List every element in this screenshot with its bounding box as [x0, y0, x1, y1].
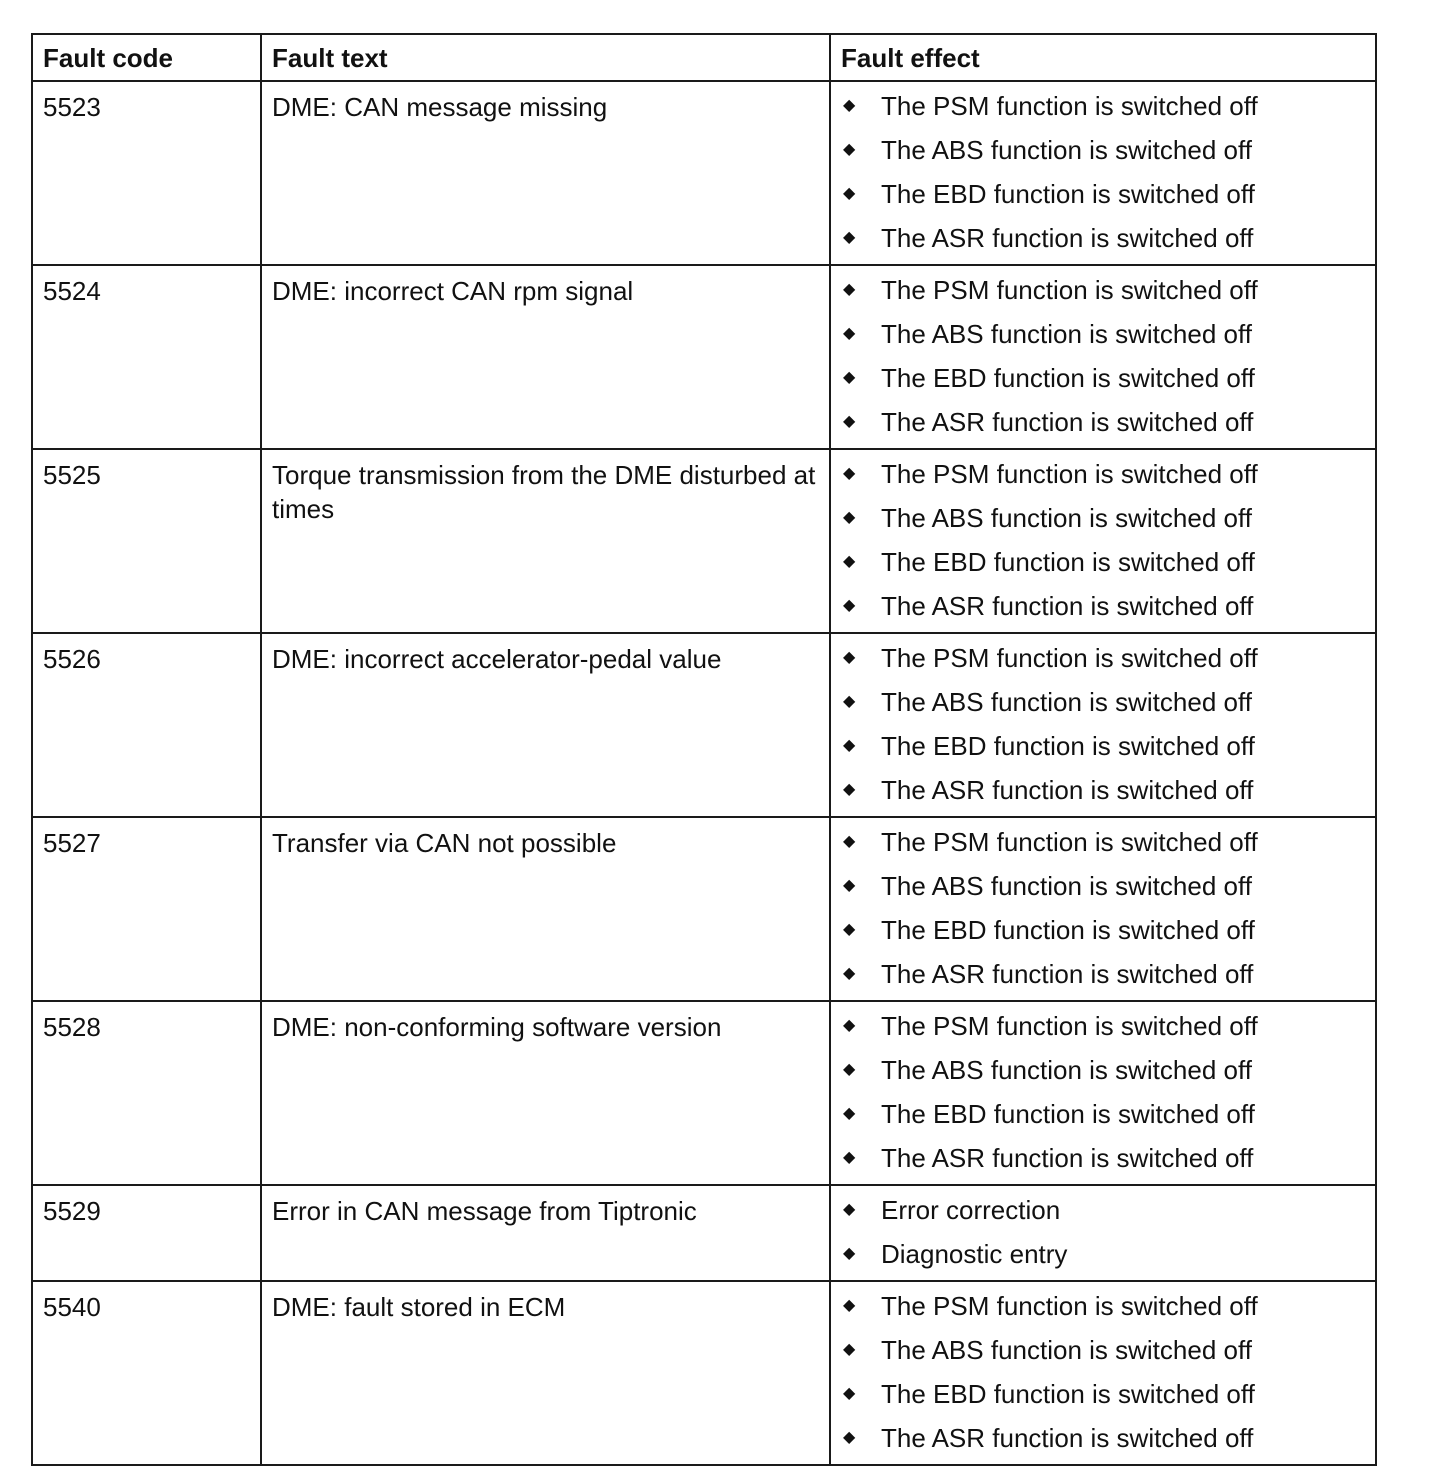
fault-code-cell: 5528	[32, 1001, 261, 1185]
fault-effect-text: The EBD function is switched off	[881, 915, 1255, 945]
fault-effect-text: Error correction	[881, 1195, 1061, 1225]
diamond-bullet-icon: ◆	[843, 281, 856, 299]
fault-effect-text: The PSM function is switched off	[881, 91, 1258, 121]
fault-text-cell: Error in CAN message from Tiptronic	[261, 1185, 830, 1281]
fault-effect-text: The EBD function is switched off	[881, 547, 1255, 577]
diamond-bullet-icon: ◆	[843, 185, 856, 203]
fault-code-cell: 5529	[32, 1185, 261, 1281]
diamond-bullet-icon: ◆	[843, 553, 856, 571]
diamond-bullet-icon: ◆	[843, 325, 856, 343]
diamond-bullet-icon: ◆	[843, 1149, 856, 1167]
fault-code-cell: 5524	[32, 265, 261, 449]
fault-effect-list	[831, 818, 1375, 1000]
diamond-bullet-icon: ◆	[843, 737, 856, 755]
fault-effect-cell	[830, 1281, 1376, 1465]
fault-effect-text: The ABS function is switched off	[881, 687, 1252, 717]
diamond-bullet-icon: ◆	[843, 781, 856, 799]
fault-effect-text: The PSM function is switched off	[881, 643, 1258, 673]
fault-effect-text: The PSM function is switched off	[881, 1291, 1258, 1321]
fault-effect-text: The PSM function is switched off	[881, 1011, 1258, 1041]
header-fault-effect: Fault effect	[830, 34, 1376, 81]
list-item	[843, 1052, 1375, 1096]
fault-text-cell: DME: incorrect accelerator-pedal value	[261, 633, 830, 817]
list-item	[843, 728, 1375, 772]
fault-text-cell: Transfer via CAN not possible	[261, 817, 830, 1001]
fault-effect-text: The ASR function is switched off	[881, 223, 1254, 253]
table-row	[32, 817, 1376, 1001]
diamond-bullet-icon: ◆	[843, 1385, 856, 1403]
fault-effect-text: The ASR function is switched off	[881, 775, 1254, 805]
fault-effect-list	[831, 1186, 1375, 1280]
fault-effect-text: The ASR function is switched off	[881, 407, 1254, 437]
list-item	[843, 684, 1375, 728]
fault-code-table	[31, 33, 1377, 1466]
fault-effect-list	[831, 1002, 1375, 1184]
fault-effect-list	[831, 82, 1375, 264]
fault-effect-text: The ASR function is switched off	[881, 959, 1254, 989]
fault-effect-text: The EBD function is switched off	[881, 363, 1255, 393]
list-item	[843, 868, 1375, 912]
diamond-bullet-icon: ◆	[843, 965, 856, 983]
diamond-bullet-icon: ◆	[843, 1105, 856, 1123]
list-item	[843, 912, 1375, 956]
list-item	[843, 220, 1375, 264]
fault-code-cell: 5525	[32, 449, 261, 633]
table-row	[32, 633, 1376, 817]
table-row	[32, 1001, 1376, 1185]
fault-effect-text: The ABS function is switched off	[881, 319, 1252, 349]
diamond-bullet-icon: ◆	[843, 877, 856, 895]
diamond-bullet-icon: ◆	[843, 465, 856, 483]
fault-text-cell: Torque transmission from the DME disturbed at times	[261, 449, 830, 633]
fault-text-cell: DME: CAN message missing	[261, 81, 830, 265]
diamond-bullet-icon: ◆	[843, 693, 856, 711]
fault-effect-list	[831, 1282, 1375, 1464]
diamond-bullet-icon: ◆	[843, 1017, 856, 1035]
diamond-bullet-icon: ◆	[843, 1429, 856, 1447]
table-row	[32, 81, 1376, 265]
table-row	[32, 265, 1376, 449]
table-header-row	[32, 34, 1376, 81]
fault-effect-text: The EBD function is switched off	[881, 179, 1255, 209]
fault-effect-text: The ASR function is switched off	[881, 1423, 1254, 1453]
table-row	[32, 449, 1376, 633]
fault-effect-cell	[830, 1185, 1376, 1281]
list-item	[843, 640, 1375, 684]
fault-effect-text: The ABS function is switched off	[881, 1335, 1252, 1365]
fault-effect-cell	[830, 81, 1376, 265]
fault-effect-text: The PSM function is switched off	[881, 459, 1258, 489]
list-item	[843, 404, 1375, 448]
fault-effect-text: The EBD function is switched off	[881, 731, 1255, 761]
list-item	[843, 1332, 1375, 1376]
diamond-bullet-icon: ◆	[843, 1245, 856, 1263]
diamond-bullet-icon: ◆	[843, 509, 856, 527]
diamond-bullet-icon: ◆	[843, 1061, 856, 1079]
list-item	[843, 88, 1375, 132]
table-row	[32, 1185, 1376, 1281]
list-item	[843, 360, 1375, 404]
fault-effect-cell	[830, 1001, 1376, 1185]
fault-effect-list	[831, 634, 1375, 816]
list-item	[843, 272, 1375, 316]
fault-effect-text: The ABS function is switched off	[881, 503, 1252, 533]
list-item	[843, 1236, 1375, 1280]
list-item	[843, 544, 1375, 588]
fault-effect-text: The EBD function is switched off	[881, 1099, 1255, 1129]
fault-effect-text: The ABS function is switched off	[881, 135, 1252, 165]
fault-effect-cell	[830, 265, 1376, 449]
fault-code-cell: 5540	[32, 1281, 261, 1465]
header-fault-code: Fault code	[32, 34, 261, 81]
fault-code-cell: 5527	[32, 817, 261, 1001]
fault-effect-cell	[830, 817, 1376, 1001]
list-item	[843, 1192, 1375, 1236]
fault-effect-text: The PSM function is switched off	[881, 827, 1258, 857]
fault-effect-text: The ABS function is switched off	[881, 1055, 1252, 1085]
list-item	[843, 1420, 1375, 1464]
header-fault-text: Fault text	[261, 34, 830, 81]
list-item	[843, 956, 1375, 1000]
list-item	[843, 1376, 1375, 1420]
fault-effect-text: The ABS function is switched off	[881, 871, 1252, 901]
diamond-bullet-icon: ◆	[843, 141, 856, 159]
list-item	[843, 1096, 1375, 1140]
list-item	[843, 456, 1375, 500]
fault-code-cell: 5523	[32, 81, 261, 265]
fault-effect-cell	[830, 633, 1376, 817]
fault-effect-list	[831, 450, 1375, 632]
table-body	[32, 81, 1376, 1465]
fault-effect-text: The EBD function is switched off	[881, 1379, 1255, 1409]
list-item	[843, 500, 1375, 544]
list-item	[843, 1140, 1375, 1184]
list-item	[843, 1288, 1375, 1332]
list-item	[843, 132, 1375, 176]
fault-text-cell: DME: fault stored in ECM	[261, 1281, 830, 1465]
diamond-bullet-icon: ◆	[843, 229, 856, 247]
table-row	[32, 1281, 1376, 1465]
fault-effect-text: Diagnostic entry	[881, 1239, 1068, 1269]
fault-effect-text: The PSM function is switched off	[881, 275, 1258, 305]
diamond-bullet-icon: ◆	[843, 1341, 856, 1359]
diamond-bullet-icon: ◆	[843, 369, 856, 387]
fault-effect-list	[831, 266, 1375, 448]
fault-text-cell: DME: incorrect CAN rpm signal	[261, 265, 830, 449]
fault-effect-text: The ASR function is switched off	[881, 591, 1254, 621]
diamond-bullet-icon: ◆	[843, 1201, 856, 1219]
list-item	[843, 316, 1375, 360]
fault-effect-cell	[830, 449, 1376, 633]
fault-code-cell: 5526	[32, 633, 261, 817]
fault-text-cell: DME: non-conforming software version	[261, 1001, 830, 1185]
list-item	[843, 176, 1375, 220]
diamond-bullet-icon: ◆	[843, 413, 856, 431]
diamond-bullet-icon: ◆	[843, 597, 856, 615]
diamond-bullet-icon: ◆	[843, 649, 856, 667]
list-item	[843, 588, 1375, 632]
list-item	[843, 824, 1375, 868]
fault-effect-text: The ASR function is switched off	[881, 1143, 1254, 1173]
diamond-bullet-icon: ◆	[843, 97, 856, 115]
list-item	[843, 1008, 1375, 1052]
diamond-bullet-icon: ◆	[843, 921, 856, 939]
diamond-bullet-icon: ◆	[843, 833, 856, 851]
diamond-bullet-icon: ◆	[843, 1297, 856, 1315]
list-item	[843, 772, 1375, 816]
